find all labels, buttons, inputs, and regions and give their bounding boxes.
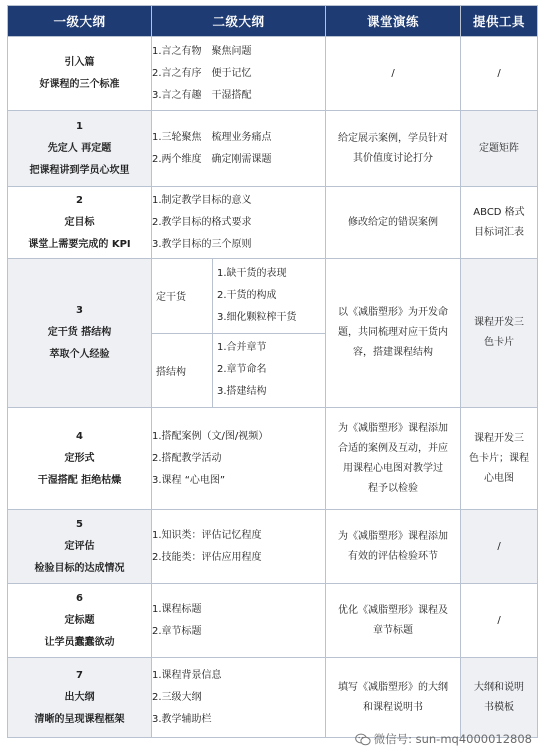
tools-cell-line: /: [497, 540, 501, 552]
course-outline-table: [7, 5, 538, 738]
level1-cell: [8, 584, 152, 658]
level1-cell: [8, 658, 152, 738]
practice-cell-line: 和课程说明书: [363, 701, 423, 713]
level2-cell-line: 2.两个维度 确定刚需课题: [152, 153, 272, 165]
tools-cell: [461, 111, 538, 187]
tools-cell: [461, 37, 538, 111]
level2-cell-line: 3.课程 “心电图”: [152, 474, 226, 486]
level1-cell-line: 萃取个人经验: [49, 349, 110, 360]
wechat-icon: [355, 733, 371, 746]
practice-cell-line: 修改给定的错误案例: [348, 216, 438, 228]
subgroup-item: 3.细化颗粒榨干货: [217, 311, 297, 323]
level2-cell-line: 1.三轮聚焦 梳理业务痛点: [152, 131, 272, 143]
tools-cell: [461, 408, 538, 510]
practice-cell-line: 给定展示案例，学员针对: [338, 132, 448, 144]
level2-subtable: [152, 259, 325, 407]
level1-cell-line: 清晰的呈现课程框架: [34, 713, 125, 725]
practice-cell: [326, 408, 461, 510]
level2-cell: [152, 658, 326, 738]
level2-cell: [152, 111, 326, 187]
level2-cell-line: 1.搭配案例（文/图/视频）: [152, 430, 269, 442]
tools-cell-line: /: [497, 67, 501, 79]
level2-cell: [152, 510, 326, 584]
header-level2: 二级大纲: [152, 6, 326, 37]
subgroup-item: 1.缺干货的表现: [217, 267, 287, 279]
table-row: [8, 37, 538, 111]
level1-cell: [8, 259, 152, 408]
table-row: [8, 259, 538, 408]
tools-cell-line: 目标词汇表: [474, 226, 524, 238]
subgroup-label: 搭结构: [152, 333, 213, 407]
subgroup-item: 3.搭建结构: [217, 386, 267, 398]
subgroup-item: 2.干货的构成: [217, 289, 277, 301]
level1-cell-line: 5: [76, 518, 83, 530]
tools-cell-line: ABCD 格式: [473, 206, 525, 218]
practice-cell-line: 用课程心电图对教学过: [343, 462, 443, 474]
level1-cell-line: 定目标: [64, 216, 95, 228]
level2-cell-line: 3.教学辅助栏: [152, 713, 212, 725]
level1-cell: [8, 408, 152, 510]
practice-cell-line: 程予以检验: [368, 482, 418, 494]
level1-cell-line: 定干货 搭结构: [47, 327, 112, 338]
level2-cell-line: 2.言之有序 便于记忆: [152, 67, 252, 79]
practice-cell: [326, 584, 461, 658]
level1-cell-line: 定形式: [64, 452, 95, 464]
header-tools: 提供工具: [461, 6, 538, 37]
level1-cell-line: 先定人 再定题: [47, 142, 112, 154]
practice-cell-line: 有效的评估检验环节: [348, 550, 438, 562]
tools-cell: [461, 658, 538, 738]
watermark: [355, 731, 532, 747]
watermark-text: 微信号: sun-mq4000012808: [373, 732, 532, 746]
subgroup-items: [213, 333, 326, 407]
level2-cell-line: 1.课程背景信息: [152, 669, 222, 681]
level1-cell-line: 干湿搭配 拒绝枯燥: [37, 474, 122, 486]
tools-cell-line: 大纲和说明: [474, 681, 524, 693]
table-row: [8, 408, 538, 510]
level2-cell: [152, 187, 326, 259]
tools-cell: [461, 510, 538, 584]
practice-cell-line: 为《减脂塑形》课程添加: [338, 422, 448, 434]
level2-cell-line: 1.言之有物 聚焦问题: [152, 45, 252, 57]
header-row: [8, 6, 538, 37]
level2-cell-line: 1.课程标题: [152, 603, 202, 615]
practice-cell-line: 其价值度讨论打分: [353, 152, 433, 164]
subgroup-item: 1.合并章节: [217, 342, 267, 354]
level2-cell-line: 1.制定教学目标的意义: [152, 194, 252, 206]
level2-cell: [152, 584, 326, 658]
subgroup-label: 定干货: [152, 259, 213, 333]
practice-cell-line: 为《减脂塑形》课程添加: [338, 530, 448, 542]
tools-cell-line: 色卡片: [484, 337, 514, 348]
level1-cell-line: 定评估: [64, 540, 95, 552]
practice-cell-line: 容，搭建课程结构: [353, 347, 433, 358]
level2-cell-line: 2.章节标题: [152, 625, 202, 637]
level1-cell-line: 4: [76, 430, 83, 442]
level2-cell-line: 3.言之有趣 干湿搭配: [152, 89, 252, 101]
tools-cell: [461, 187, 538, 259]
level1-cell-line: 让学员蠢蠢欲动: [44, 636, 115, 648]
tools-cell: [461, 584, 538, 658]
level2-cell: [152, 259, 326, 408]
level1-cell: [8, 510, 152, 584]
level2-cell-line: 2.三级大纲: [152, 691, 202, 703]
subgroup-items: [213, 259, 326, 333]
header-practice: 课堂演练: [326, 6, 461, 37]
level1-cell: [8, 187, 152, 259]
level1-cell-line: 3: [76, 305, 83, 316]
tools-cell-line: 定题矩阵: [479, 142, 519, 154]
header-level1: 一级大纲: [8, 6, 152, 37]
practice-cell-line: 章节标题: [373, 624, 413, 636]
table-row: [8, 111, 538, 187]
practice-cell: [326, 111, 461, 187]
tools-cell-line: /: [497, 614, 501, 626]
level2-cell-line: 3.教学目标的三个原则: [152, 238, 252, 250]
tools-cell-line: 心电图: [484, 472, 514, 484]
level1-cell-line: 好课程的三个标准: [39, 78, 120, 90]
table-row: [8, 510, 538, 584]
level1-cell-line: 1: [76, 120, 83, 132]
level2-cell-line: 2.技能类：评估应用程度: [152, 551, 262, 563]
level2-cell: [152, 408, 326, 510]
table-row: [8, 584, 538, 658]
tools-cell: [461, 259, 538, 408]
table-row: [8, 187, 538, 259]
tools-cell-line: 课程开发三: [474, 317, 524, 328]
level1-cell: [8, 111, 152, 187]
level1-cell-line: 引入篇: [64, 56, 95, 68]
practice-cell-line: 题，共同梳理对应干货内: [338, 327, 448, 338]
tools-cell-line: 色卡片；课程: [469, 452, 529, 464]
level1-cell-line: 课堂上需要完成的 KPI: [28, 238, 131, 250]
level1-cell-line: 定标题: [64, 614, 95, 626]
practice-cell: [326, 187, 461, 259]
practice-cell: [326, 658, 461, 738]
level1-cell-line: 把课程讲到学员心坎里: [29, 164, 130, 176]
practice-cell: [326, 37, 461, 111]
practice-cell: [326, 259, 461, 408]
subgroup-row: [152, 333, 325, 407]
practice-cell-line: /: [391, 67, 395, 79]
level2-cell-line: 1.知识类：评估记忆程度: [152, 529, 262, 541]
practice-cell-line: 合适的案例及互动，并应: [338, 442, 448, 454]
level1-cell-line: 2: [76, 194, 83, 206]
level1-cell-line: 出大纲: [64, 691, 95, 703]
practice-cell-line: 优化《减脂塑形》课程及: [338, 604, 448, 616]
tools-cell-line: 书模板: [484, 701, 514, 713]
table-row: [8, 658, 538, 738]
level2-cell-line: 2.教学目标的格式要求: [152, 216, 252, 228]
level1-cell-line: 检验目标的达成情况: [34, 562, 125, 574]
level2-cell: [152, 37, 326, 111]
subgroup-row: [152, 259, 325, 333]
practice-cell-line: 以《减脂塑形》为开发命: [338, 307, 448, 318]
level1-cell-line: 6: [76, 592, 83, 604]
practice-cell: [326, 510, 461, 584]
subgroup-item: 2.章节命名: [217, 364, 267, 376]
level1-cell: [8, 37, 152, 111]
level2-cell-line: 2.搭配教学活动: [152, 452, 222, 464]
tools-cell-line: 课程开发三: [474, 432, 524, 444]
level1-cell-line: 7: [76, 669, 83, 681]
practice-cell-line: 填写《减脂塑形》的大纲: [338, 681, 448, 693]
